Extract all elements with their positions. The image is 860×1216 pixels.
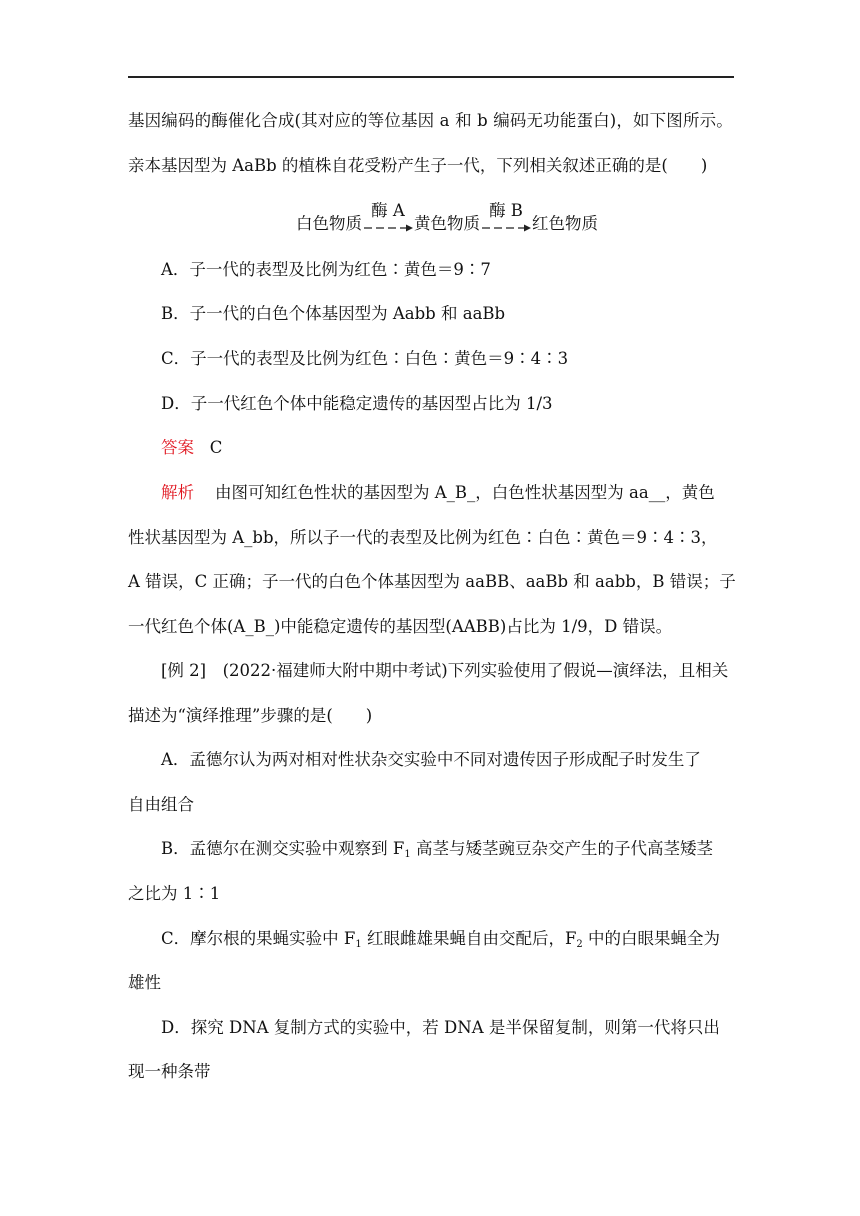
q2-option-d-line-2: 现一种条带	[128, 1062, 211, 1081]
analysis-text-1: 由图可知红色性状的基因型为 A_B_，白色性状基因型为 aa__，黄色	[214, 483, 715, 502]
q1-option-d: D．子一代红色个体中能稳定遗传的基因型占比为 1/3	[161, 394, 553, 413]
analysis-label: 解析	[161, 483, 194, 502]
yellow-substance: 黄色物质	[414, 214, 480, 233]
q1-option-a: A．子一代的表型及比例为红色∶黄色＝9∶7	[161, 260, 491, 279]
enzyme-a-arrow	[362, 201, 414, 231]
dashed-arrow-icon	[480, 223, 532, 233]
q2-option-b-line-1	[161, 837, 713, 867]
q2-option-c-line-1	[161, 927, 720, 957]
enzyme-b-arrow	[480, 201, 532, 231]
analysis-line-2: 性状基因型为 A_bb，所以子一代的表型及比例为红色∶白色∶黄色＝9∶4∶3，	[128, 528, 718, 547]
enzyme-b-label: 酶 B	[489, 201, 523, 220]
analysis-line-3: A 错误，C 正确；子一代的白色个体基因型为 aaBB、aaBb 和 aabb，B 错误；子	[128, 572, 736, 591]
red-substance: 红色物质	[532, 214, 598, 233]
q2-b-subscript: 1	[404, 849, 411, 860]
intro-line-1: 基因编码的酶催化合成(其对应的等位基因 a 和 b 编码无功能蛋白)，如下图所示。	[128, 111, 733, 130]
q2-option-d-line-1: D．探究 DNA 复制方式的实验中，若 DNA 是半保留复制，则第一代将只出	[161, 1018, 720, 1037]
q2-c-text-mid: 红眼雌雄果蝇自由交配后，F	[361, 929, 577, 948]
analysis-line-4: 一代红色个体(A_B_)中能稳定遗传的基因型(AABB)占比为 1/9，D 错误。	[128, 617, 673, 636]
enzyme-a-label: 酶 A	[371, 201, 405, 220]
q1-option-b: B．子一代的白色个体基因型为 Aabb 和 aaBb	[161, 304, 506, 323]
intro-line-2: 亲本基因型为 AaBb 的植株自花受粉产生子一代，下列相关叙述正确的是( )	[128, 156, 708, 175]
answer-row	[161, 436, 222, 460]
answer-value: C	[209, 438, 223, 457]
q2-option-b-line-2: 之比为 1∶1	[128, 884, 221, 903]
q2-c-subscript-2: 2	[576, 939, 583, 950]
q2-option-a-line-1: A．孟德尔认为两对相对性状杂交实验中不同对遗传因子形成配子时发生了	[161, 750, 701, 769]
q1-option-c: C．子一代的表型及比例为红色∶白色∶黄色＝9∶4∶3	[161, 349, 569, 368]
example-2-line-1: [例 2] (2022·福建师大附中期中考试)下列实验使用了假说—演绎法，且相关	[161, 661, 729, 680]
q2-b-text-post: 高茎与矮茎豌豆杂交产生的子代高茎矮茎	[410, 839, 713, 858]
example-2-line-2: 描述为“演绎推理”步骤的是( )	[128, 706, 373, 725]
header-rule	[128, 76, 734, 78]
q2-option-c-line-2: 雄性	[128, 973, 161, 992]
dashed-arrow-icon	[362, 223, 414, 233]
q2-option-a-line-2: 自由组合	[128, 795, 194, 814]
q2-b-text-pre: B．孟德尔在测交实验中观察到 F	[161, 839, 405, 858]
answer-label: 答案	[161, 438, 194, 457]
analysis-line-1	[161, 481, 715, 505]
white-substance: 白色物质	[296, 214, 362, 233]
q2-c-text-post: 中的白眼果蝇全为	[582, 929, 721, 948]
q2-c-text-pre: C．摩尔根的果蝇实验中 F	[161, 929, 356, 948]
q2-c-subscript-1: 1	[355, 939, 362, 950]
